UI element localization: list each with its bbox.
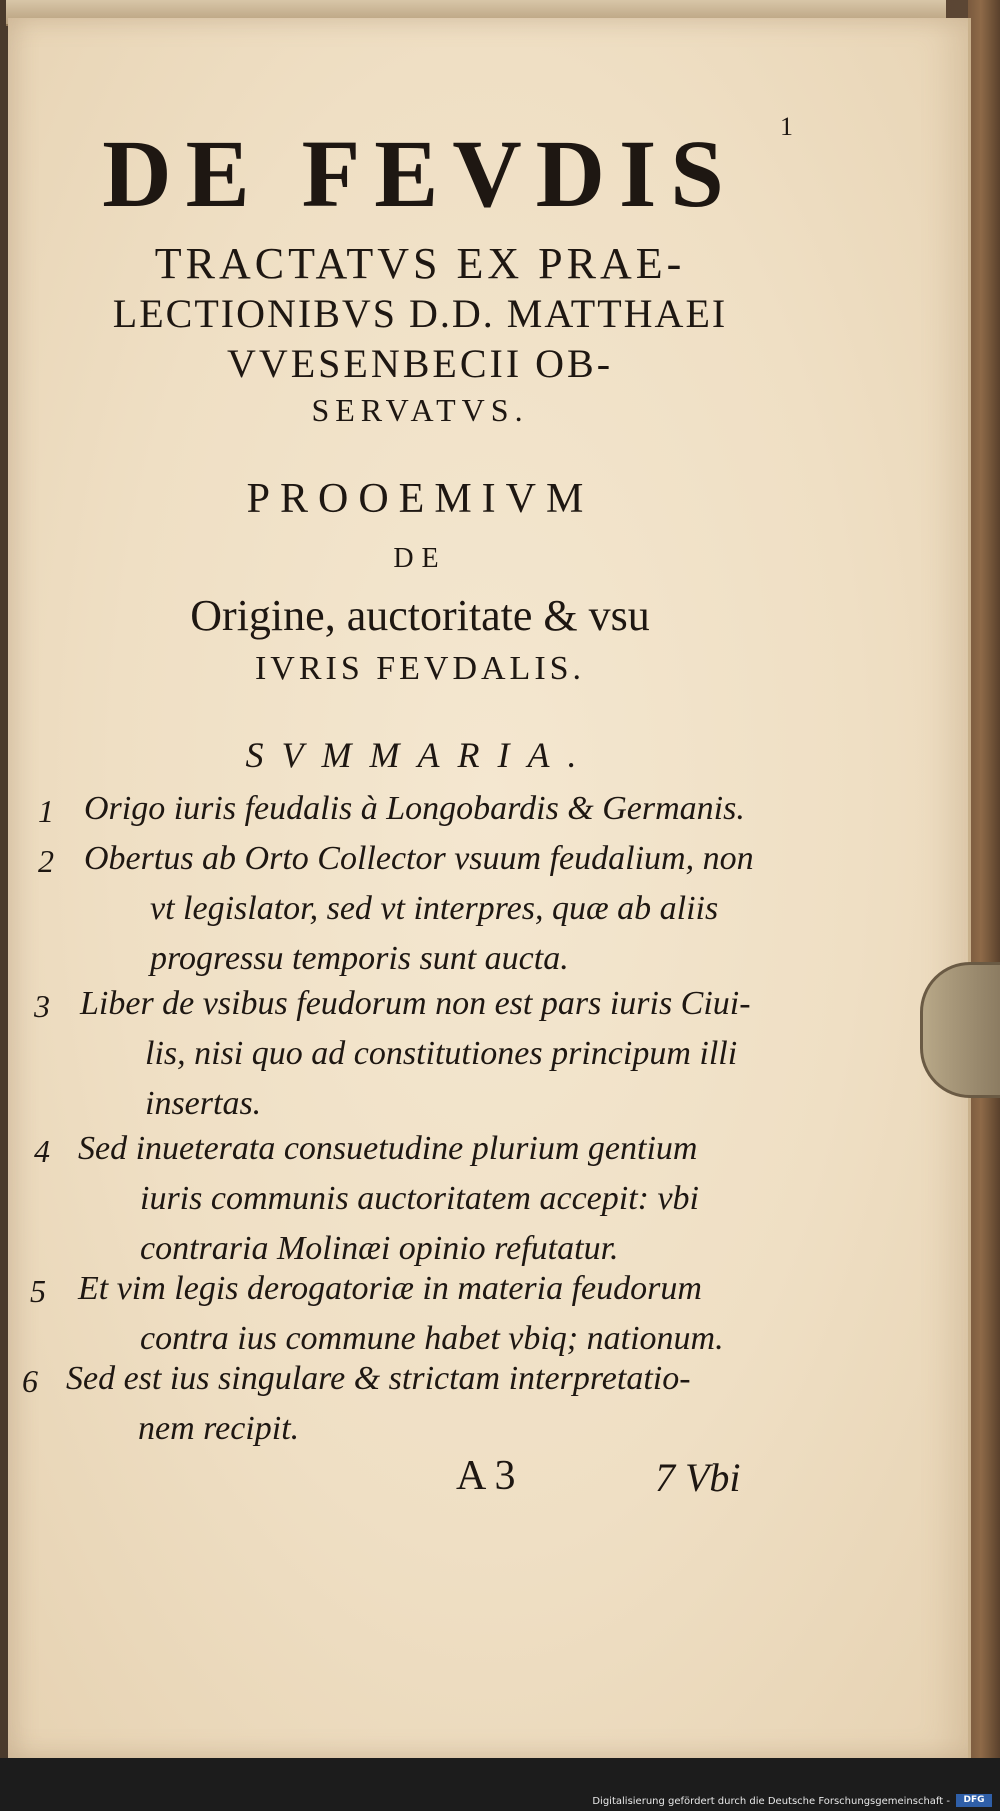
summary-4-line-1: Sed inueterata consuetudine plurium gentium — [78, 1130, 698, 1167]
summary-number-3: 3 — [34, 988, 50, 1024]
subtitle-line-2: LECTIONIBVS D.D. MATTHAEI — [112, 291, 728, 336]
summary-number-5: 5 — [30, 1273, 46, 1309]
section-subject: Origine, auctoritate & vsu — [190, 591, 650, 640]
book-cover-edge — [968, 0, 1000, 1760]
footer-funding-note: Digitalisierung gefördert durch die Deutsche Forschungsgemeinschaft - — [592, 1796, 950, 1807]
book-clasp — [920, 962, 1000, 1098]
summary-3-line-3: insertas. — [145, 1085, 262, 1122]
page-title: DE FEVDIS — [102, 120, 738, 227]
section-title: PROOEMIVM — [246, 476, 594, 522]
section-subject-2: IVRIS FEVDALIS. — [254, 650, 586, 687]
summary-2-line-3: progressu temporis sunt aucta. — [150, 940, 569, 977]
summary-number-6: 6 — [22, 1363, 38, 1399]
subtitle-line-3: VVESENBECII OB- — [226, 341, 614, 386]
summary-number-2: 2 — [38, 843, 54, 879]
catchword: 7 Vbi — [655, 1455, 741, 1500]
section-de: DE — [393, 543, 447, 574]
summary-3-line-2: lis, nisi quo ad constitutiones principum illi — [145, 1035, 738, 1072]
summary-3-line-1: Liber de vsibus feudorum non est pars iuris Ciui- — [80, 985, 751, 1022]
summary-2-line-1: Obertus ab Orto Collector vsuum feudalium, non — [84, 840, 754, 877]
dfg-logo: DFG — [956, 1794, 992, 1807]
summary-2-line-2: vt legislator, sed vt interpres, quæ ab aliis — [150, 890, 719, 927]
summary-5-line-2: contra ius commune habet vbiq; nationum. — [140, 1320, 724, 1357]
summary-5-line-1: Et vim legis derogatoriæ in materia feudorum — [78, 1270, 702, 1307]
signature-mark: A 3 — [456, 1453, 516, 1499]
subtitle-line-4: SERVATVS. — [311, 392, 529, 428]
summary-1-line-1: Origo iuris feudalis à Longobardis & Germanis. — [84, 790, 745, 827]
leaf-number: 1 — [780, 112, 793, 141]
subtitle-line-1: TRACTATVS EX PRAE- — [154, 239, 686, 288]
summary-number-4: 4 — [34, 1133, 50, 1169]
summary-6-line-2: nem recipit. — [138, 1410, 300, 1447]
summary-6-line-1: Sed est ius singulare & strictam interpretatio- — [66, 1360, 691, 1397]
summary-4-line-3: contraria Molinæi opinio refutatur. — [140, 1230, 619, 1267]
summary-4-line-2: iuris communis auctoritatem accepit: vbi — [140, 1180, 700, 1217]
summaria-heading: SVMMARIA. — [245, 735, 595, 775]
summary-number-1: 1 — [38, 793, 54, 829]
